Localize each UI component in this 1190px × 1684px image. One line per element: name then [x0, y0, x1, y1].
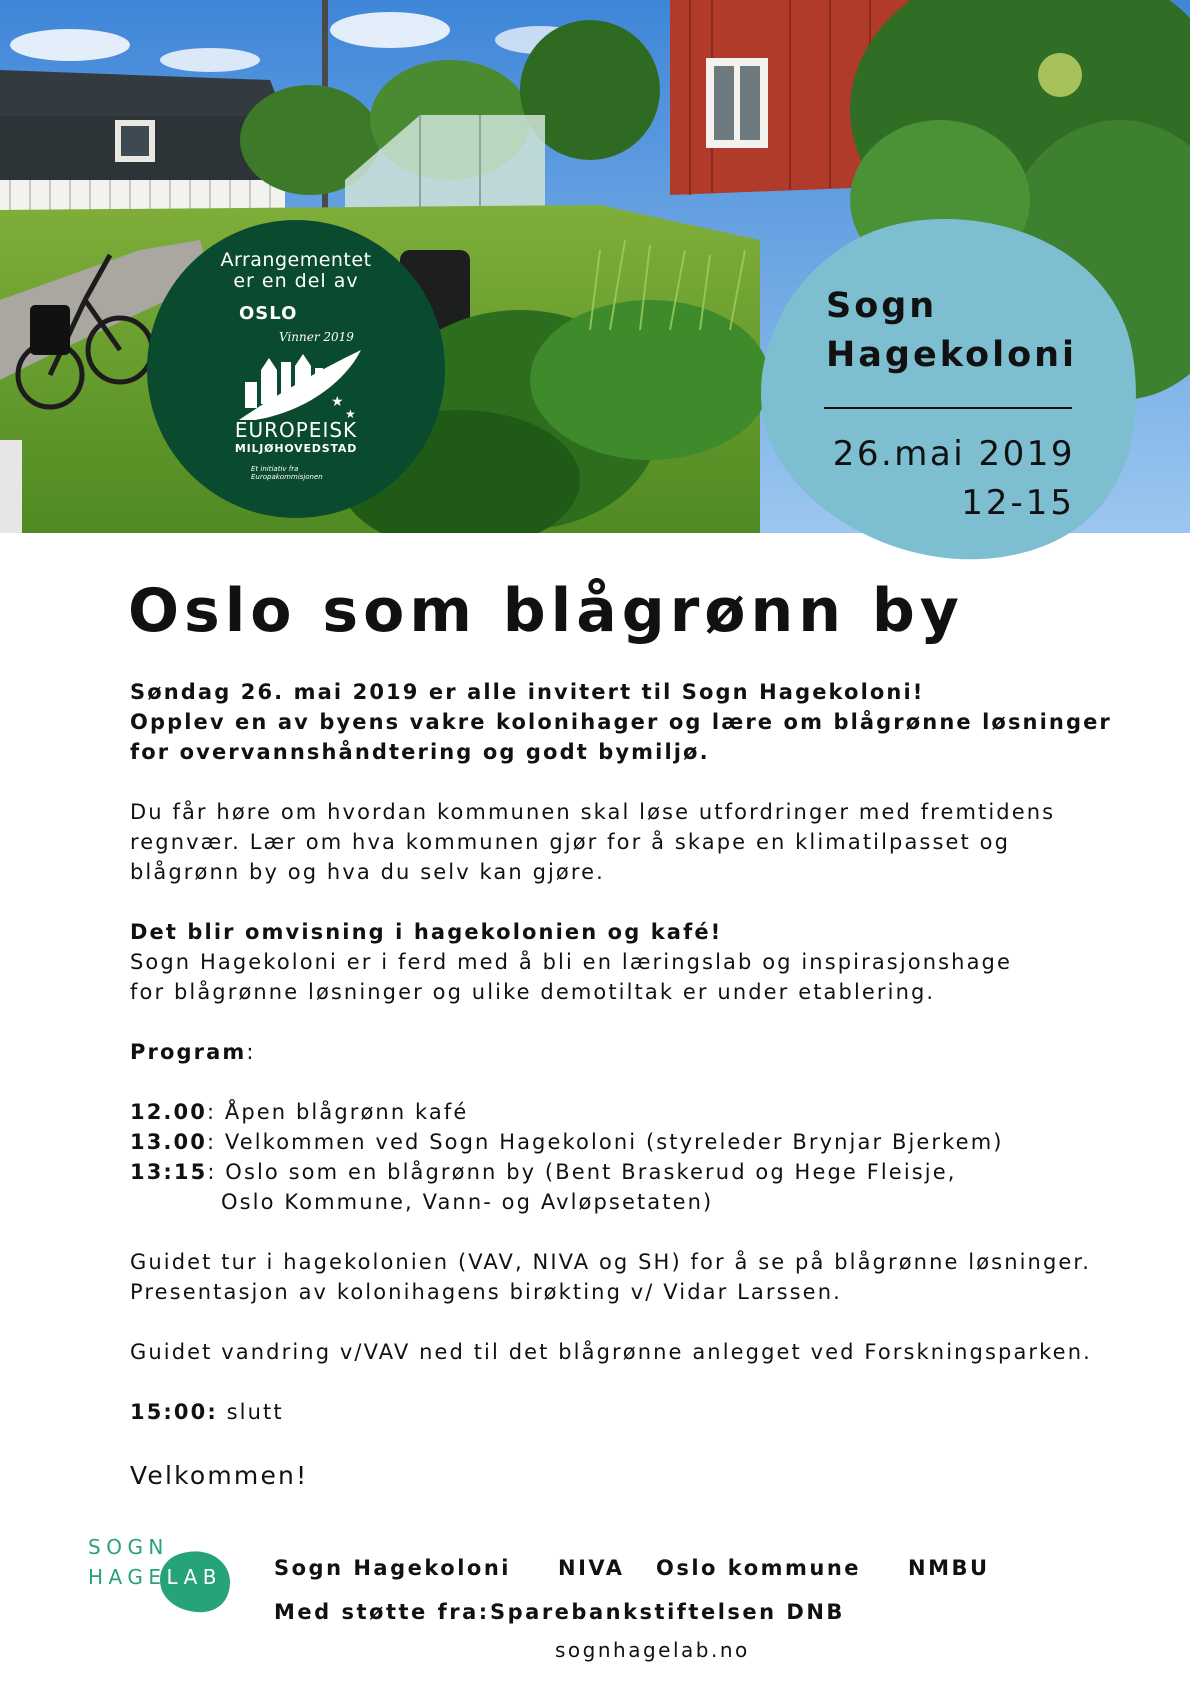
program-heading — [130, 1037, 256, 1067]
program-text: : Velkommen ved Sogn Hagekoloni (styreleder Brynjar Bjerkem) — [206, 1130, 1004, 1154]
body-line: for blågrønne løsninger og ulike demotiltak er under etablering. — [130, 980, 936, 1004]
page-title: Oslo som blågrønn by — [128, 576, 964, 646]
intro-line: Opplev en av byens vakre kolonihager og lære om blågrønne løsninger — [130, 710, 1112, 734]
event-time: 12-15 — [961, 483, 1075, 523]
partner-name: Sogn Hagekoloni — [274, 1556, 511, 1580]
program-item — [130, 1097, 468, 1127]
program-text: : Oslo som en blågrønn by (Bent Braskerud og Hege Fleisje, — [207, 1160, 957, 1184]
intro-line: for overvannshåndtering og godt bymiljø. — [130, 740, 710, 764]
badge-line2: er en del av — [233, 270, 359, 292]
support-label: Med støtte fra: — [274, 1600, 490, 1624]
event-card-title-line2: Hagekoloni — [826, 335, 1078, 375]
end-line — [130, 1397, 284, 1427]
program-time: 13.00 — [130, 1130, 207, 1154]
body-line: Du får høre om hvordan kommunen skal løse utfordringer med fremtidens — [130, 800, 1056, 824]
svg-text:★: ★ — [331, 394, 344, 410]
logo-line2 — [88, 1564, 222, 1590]
badge-line1: Arrangementet — [220, 249, 372, 271]
program-label: Program — [130, 1040, 247, 1064]
website-link[interactable]: sognhagelab.no — [555, 1638, 750, 1662]
body-line: blågrønn by og hva du selv kan gjøre. — [130, 860, 605, 884]
body-line: Sogn Hagekoloni er i ferd med å bli en læringslab og inspirasjonshage — [130, 950, 1013, 974]
program-time: 13:15 — [130, 1160, 208, 1184]
badge-city: OSLO — [239, 303, 298, 324]
program-colon: : — [246, 1040, 256, 1064]
badge-winner: Vinner 2019 — [279, 330, 354, 344]
event-date: 26.mai 2019 — [832, 434, 1075, 474]
end-text: slutt — [217, 1400, 284, 1424]
event-card-divider — [824, 407, 1072, 409]
event-card-title-line1: Sogn — [826, 286, 938, 326]
event-card-title — [826, 282, 1077, 380]
sogn-hagelab-logo — [86, 1530, 236, 1616]
program-item-continued: Oslo Kommune, Vann- og Avløpsetaten) — [221, 1190, 714, 1214]
body-line: Presentasjon av kolonihagens birøkting v/ Vidar Larssen. — [130, 1280, 842, 1304]
program-item — [130, 1127, 1004, 1157]
partner-name: Oslo kommune — [656, 1556, 862, 1580]
body-line: regnvær. Lær om hva kommunen gjør for å skape en klimatilpasset og — [130, 830, 1011, 854]
badge-name2: MILJØHOVEDSTAD — [234, 442, 358, 455]
tour-heading: Det blir omvisning i hagekolonien og kafé! — [130, 920, 723, 944]
partner-name: NIVA — [558, 1556, 625, 1580]
badge-name1: EUROPEISK — [234, 418, 358, 442]
logo-hage: HAGE — [88, 1565, 167, 1589]
program-text: : Åpen blågrønn kafé — [206, 1100, 469, 1124]
end-time: 15:00: — [130, 1400, 218, 1424]
support-name: Sparebankstiftelsen DNB — [490, 1600, 845, 1624]
program-item — [130, 1157, 957, 1187]
body-line: Guidet vandring v/VAV ned til det blågrønne anlegget ved Forskningsparken. — [130, 1340, 1092, 1364]
partner-name: NMBU — [908, 1556, 990, 1580]
intro-line: Søndag 26. mai 2019 er alle invitert til Sogn Hagekoloni! — [130, 680, 925, 704]
logo-line1: SOGN — [88, 1535, 169, 1559]
svg-text:★: ★ — [345, 407, 356, 421]
badge-note: Et initiativ fra Europakommisjonen — [251, 465, 323, 481]
body-line: Guidet tur i hagekolonien (VAV, NIVA og SH) for å se på blågrønne løsninger. — [130, 1250, 1091, 1274]
welcome-text: Velkommen! — [130, 1461, 309, 1490]
logo-lab: LAB — [166, 1565, 223, 1589]
city-skyline-icon — [235, 332, 365, 422]
program-time: 12.00 — [130, 1100, 207, 1124]
european-green-capital-badge — [147, 220, 445, 518]
